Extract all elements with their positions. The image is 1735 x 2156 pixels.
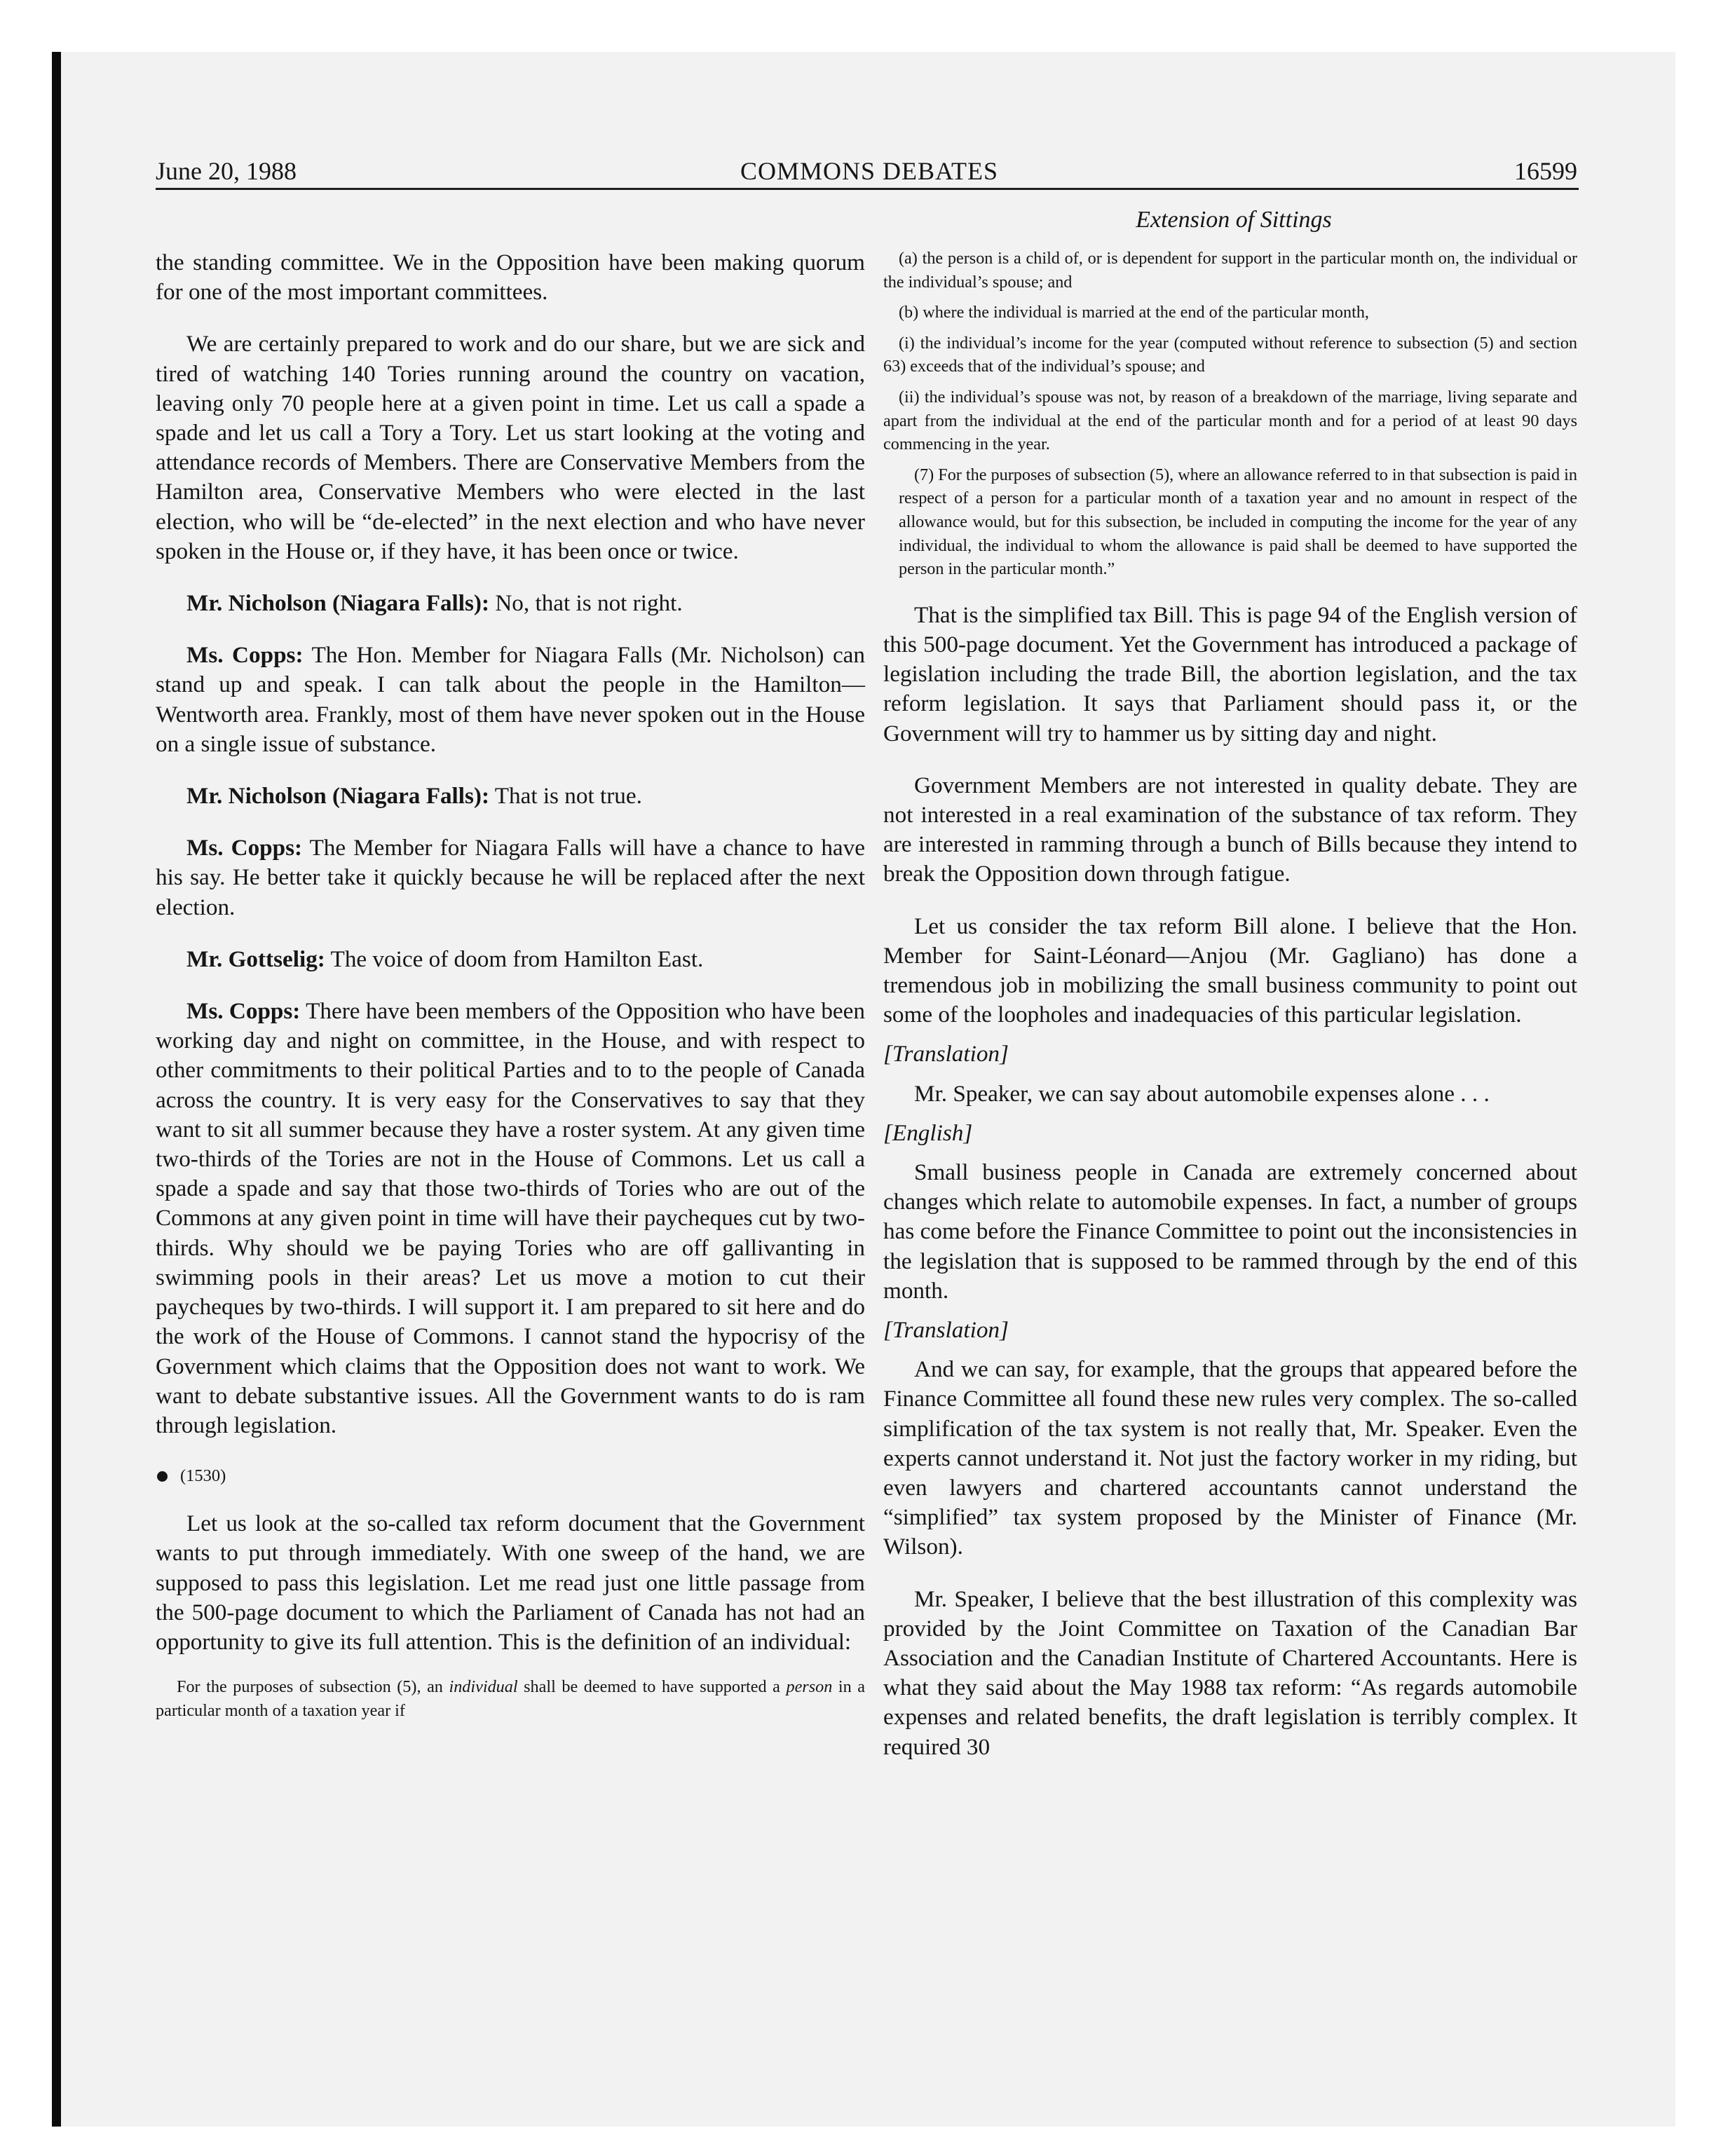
speaker-name: Ms. Copps:: [186, 998, 301, 1025]
speech-text: There have been members of the Opposition who have been working day and night on committee, in the House, and with respect to other commitments to their political Parties and to to the people of Canada across the country. It is very easy for the Conservatives to say that they want to sit all summer because they have a roster system. At any given time two-thirds of the Tories are not in the House of Commons. Let us call a spade a spade and say that those two-thirds of Tories who are out of the Commons at any given point in time will have their paycheques cut by two-thirds. Why should we be paying Tories who are off gallivanting in swimming pools in their areas? Let us move a motion to cut their paycheques by two-thirds. I will support it. I am prepared to sit here and do the work of the House of Commons. I cannot stand the hypocrisy of the Government which claims that the Opposition does not want to work. We want to debate substantive issues. All the Government wants to do is ram through legislation.: [156, 998, 865, 1438]
header-title: COMMONS DEBATES: [740, 157, 999, 185]
right-column: [883, 247, 1577, 1762]
paragraph: Government Members are not interested in quality debate. They are not interested in a real examination of the substance of tax reform. They are interested in ramming through a bunch of Bills because they intend to break the Opposition down through fatigue.: [883, 772, 1577, 887]
quotation: For the purposes of subsection (5), an individual shall be deemed to have supported a person in a particular month of a taxation year if: [156, 1677, 866, 1720]
paragraph: Mr. Speaker, I believe that the best illustration of this complexity was provided by the Joint Committee on Taxation of the Canadian Bar Association and the Canadian Institute of Chartered Accountants. Here is what they said about the May 1988 tax reform: “As regards automobile expenses and related benefits, the draft legislation is terribly complex. It required 30: [883, 1585, 1577, 1760]
speech-text: The Member for Niagara Falls will have a chance to have his say. He better take it quickly because he will be replaced after the next election.: [156, 835, 865, 920]
speaker-name: Ms. Copps:: [186, 835, 303, 861]
speech: [156, 997, 865, 1440]
language-marker: [Translation]: [883, 1041, 1009, 1067]
timestamp: [156, 1466, 865, 1487]
speech-text: The voice of doom from Hamilton East.: [325, 946, 704, 972]
language-marker: [English]: [883, 1119, 973, 1146]
quotation-subsection-7: (7) For the purposes of subsection (5), where an allowance referred to in that subsection is paid in respect of a person for a particular month of a taxation year and no amount in respect of the allowance would, but for this subsection, be included in computing the income for the year of any individual, the individual to whom the allowance is paid shall be deemed to have supported the person in the particular month.”: [899, 465, 1577, 579]
term-individual: individual: [449, 1677, 518, 1697]
paragraph: Small business people in Canada are extremely concerned about changes which relate to automobile expenses. In fact, a number of groups has come before the Finance Committee to point out the inconsistencies in the legislation that is supposed to be rammed through by the end of this month.: [883, 1159, 1577, 1304]
speech: [156, 833, 865, 922]
language-marker: [Translation]: [883, 1316, 1009, 1343]
header-page-number: 16599: [1514, 157, 1577, 185]
quotation-clause-ii: (ii) the individual’s spouse was not, by reason of a breakdown of the marriage, living separate and apart from the individual at the end of the particular month and for a period of at least 90 days commencing in the year.: [883, 387, 1577, 454]
timestamp-text: (1530): [180, 1466, 226, 1486]
speech: [156, 641, 865, 759]
term-person: person: [786, 1677, 833, 1697]
binding-edge: [52, 52, 61, 2127]
paragraph: That is the simplified tax Bill. This is page 94 of the English version of this 500-page document. Yet the Government has introduced a package of legislation including the trade Bill, the abortion legislation, and the tax reform legislation. It says that Parliament should pass it, or the Government will try to hammer us by sitting day and night.: [883, 601, 1577, 746]
speech-text: The Hon. Member for Niagara Falls (Mr. Nicholson) can stand up and speak. I can talk about the people in the Hamilton—Wentworth area. Frankly, most of them have never spoken out in the House on a single issue of substance.: [156, 642, 865, 757]
paragraph: Let us look at the so-called tax reform document that the Government wants to put through immediately. With one sweep of the hand, we are supposed to pass this legislation. Let me read just one little passage from the 500-page document to which the Parliament of Canada has not had an opportunity to give its full attention. This is the definition of an individual:: [156, 1510, 865, 1655]
speech: [156, 589, 865, 618]
paragraph: We are certainly prepared to work and do our share, but we are sick and tired of watching 140 Tories running around the country on vacation, leaving only 70 people here at a given point in time. Let us call a spade a spade and let us call a Tory a Tory. Let us start looking at the voting and attendance records of Members. There are Conservative Members from the Hamilton area, Conservative Members who were elected in the last election, who will be “de-elected” in the next election and who have never spoken in the House or, if they have, it has been once or twice.: [156, 331, 865, 564]
paragraph: Mr. Speaker, we can say about automobile expenses alone . . .: [914, 1080, 1490, 1107]
speech-text: No, that is not right.: [489, 590, 683, 617]
header-date: June 20, 1988: [156, 157, 297, 185]
speaker-name: Mr. Nicholson (Niagara Falls):: [186, 590, 490, 617]
bullet-icon: [157, 1471, 168, 1482]
speaker-name: Mr. Gottselig:: [186, 946, 325, 972]
quotation-clause-a: (a) the person is a child of, or is dependent for support in the particular month on, the individual or the individual’s spouse; and: [883, 249, 1577, 292]
paragraph: And we can say, for example, that the groups that appeared before the Finance Committee all found these new rules very complex. The so-called simplification of the tax system is not really that, Mr. Speaker. Even the experts cannot understand it. Not just the factory worker in my riding, but even lawyers and chartered accountants cannot understand the “simplified” tax system proposed by the Minister of Finance (Mr. Wilson).: [883, 1356, 1577, 1560]
left-column: [156, 248, 865, 1722]
header-rule: [156, 188, 1579, 190]
speaker-name: Ms. Copps:: [186, 642, 304, 669]
speech: [156, 945, 865, 974]
paragraph: Let us consider the tax reform Bill alone. I believe that the Hon. Member for Saint-Léonard—Anjou (Mr. Gagliano) has done a tremendous job in mobilizing the small business community to point out some of the loopholes and inadequacies of this particular legislation.: [883, 913, 1577, 1028]
paragraph: the standing committee. We in the Opposition have been making quorum for one of the most important committees.: [156, 250, 865, 306]
speech-text: That is not true.: [489, 783, 642, 810]
quotation-clause-b: (b) where the individual is married at the end of the particular month,: [899, 303, 1369, 322]
quotation-clause-i: (i) the individual’s income for the year (computed without reference to subsection (5) and section 63) exceeds that of the individual’s spouse; and: [883, 333, 1577, 376]
speech: [156, 782, 865, 811]
speaker-name: Mr. Nicholson (Niagara Falls):: [186, 783, 490, 810]
running-head: Extension of Sittings: [1136, 207, 1332, 233]
